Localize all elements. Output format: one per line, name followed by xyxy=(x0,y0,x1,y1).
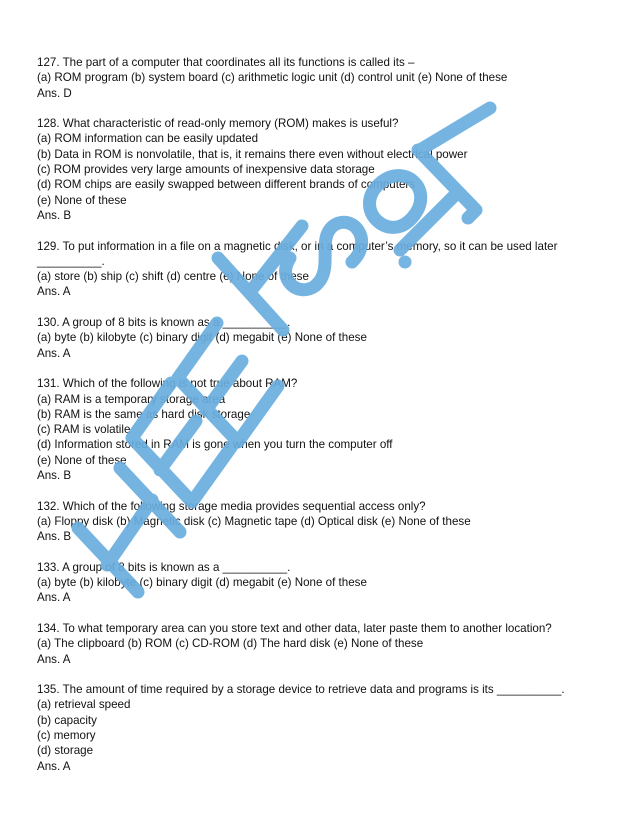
question-132 xyxy=(37,499,607,545)
answer-line: Ans. B xyxy=(37,469,72,483)
options-line: (a) store (b) ship (c) shift (d) centre (e) None of these xyxy=(37,270,309,284)
question-127 xyxy=(37,55,607,101)
question-text: 134. To what temporary area can you store text and other data, later paste them to another location? xyxy=(37,621,552,635)
answer-line: Ans. B xyxy=(37,530,72,544)
option-d: (d) ROM chips are easily swapped between different brands of computers xyxy=(37,178,416,192)
answer-line: Ans. A xyxy=(37,759,71,773)
answer-line: Ans. A xyxy=(37,591,71,605)
options-line: (a) Floppy disk (b) Magnetic disk (c) Magnetic tape (d) Optical disk (e) None of these xyxy=(37,514,471,528)
option-a: (a) ROM information can be easily updated xyxy=(37,132,259,146)
question-134 xyxy=(37,621,607,667)
answer-line: Ans. B xyxy=(37,208,72,222)
options-line: (a) byte (b) kilobyte (c) binary digit (d) megabit (e) None of these xyxy=(37,331,367,345)
options-line: (a) byte (b) kilobyte (c) binary digit (d) megabit (e) None of these xyxy=(37,576,367,590)
answer-line: Ans. A xyxy=(37,346,71,360)
option-c: (c) ROM provides very large amounts of inexpensive data storage xyxy=(37,163,375,177)
options-line: (a) ROM program (b) system board (c) arithmetic logic unit (d) control unit (e) None of these xyxy=(37,71,508,85)
question-130 xyxy=(37,315,607,361)
question-133 xyxy=(37,560,607,606)
question-129 xyxy=(37,239,607,300)
option-b: (b) RAM is the same as hard disk storage xyxy=(37,407,251,421)
answer-line: Ans. A xyxy=(37,652,71,666)
option-a: (a) RAM is a temporary storage area xyxy=(37,392,226,406)
options-line: (a) The clipboard (b) ROM (c) CD-ROM (d) The hard disk (e) None of these xyxy=(37,637,424,651)
question-text: 133. A group of 8 bits is known as a __________. xyxy=(37,560,291,574)
answer-line: Ans. D xyxy=(37,86,72,100)
question-blank: __________. xyxy=(37,254,105,268)
question-list xyxy=(37,55,607,789)
question-128 xyxy=(37,116,607,223)
option-e: (e) None of these xyxy=(37,193,127,207)
question-131 xyxy=(37,376,607,483)
option-c: (c) RAM is volatile xyxy=(37,423,131,437)
answer-line: Ans. A xyxy=(37,285,71,299)
question-text: 130. A group of 8 bits is known as a __________. xyxy=(37,316,291,330)
option-a: (a) retrieval speed xyxy=(37,698,131,712)
option-d: (d) storage xyxy=(37,744,94,758)
option-e: (e) None of these xyxy=(37,453,127,467)
question-text: 132. Which of the following storage media provides sequential access only? xyxy=(37,499,426,513)
option-b: (b) Data in ROM is nonvolatile, that is, it remains there even without electrical power xyxy=(37,147,468,161)
question-text: 135. The amount of time required by a storage device to retrieve data and programs is its __________. xyxy=(37,683,565,697)
option-b: (b) capacity xyxy=(37,713,97,727)
question-text: 131. Which of the following is not true about RAM? xyxy=(37,377,298,391)
option-c: (c) memory xyxy=(37,729,96,743)
question-text: 127. The part of a computer that coordinates all its functions is called its – xyxy=(37,56,415,69)
question-text: 128. What characteristic of read-only memory (ROM) makes is useful? xyxy=(37,117,399,131)
question-135 xyxy=(37,682,607,774)
question-text: 129. To put information in a file on a magnetic disk, or in a computer’s memory, so it can be used later xyxy=(37,239,558,253)
option-d: (d) Information stored in RAM is gone when you turn the computer off xyxy=(37,438,393,452)
